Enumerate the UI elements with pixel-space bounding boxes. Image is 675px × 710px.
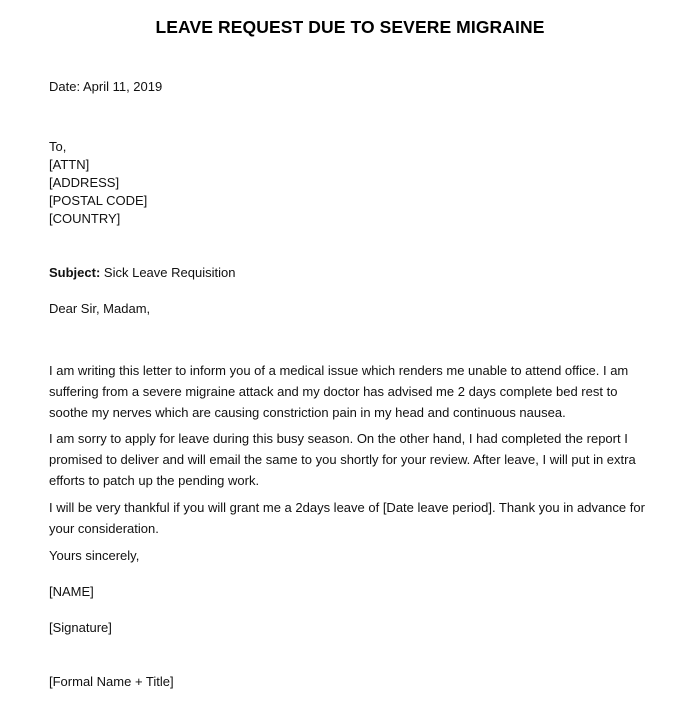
- body-paragraph-1: I am writing this letter to inform you of a medical issue which renders me unable to attend office. I am suffering from a severe migraine attack and my doctor has advised me 2 days complete bed rest to soothe my nerves which are causing constriction pain in my head and continuous nausea.: [49, 363, 629, 420]
- salutation: Dear Sir, Madam,: [49, 301, 151, 316]
- document-title: LEAVE REQUEST DUE TO SEVERE MIGRAINE: [155, 17, 545, 37]
- recipient-country: [COUNTRY]: [49, 211, 121, 226]
- date-line: Date: April 11, 2019: [49, 79, 163, 94]
- recipient-to: To,: [49, 139, 67, 154]
- closing: Yours sincerely,: [49, 548, 140, 563]
- sender-name: [NAME]: [49, 584, 94, 599]
- subject-label: Subject:: [49, 265, 101, 280]
- body-paragraph-2: I am sorry to apply for leave during this busy season. On the other hand, I had completed the report I promised to deliver and will email the same to you shortly for your review. After leave, I will put in extra efforts to patch up the pending work.: [49, 431, 636, 488]
- recipient-address: [ADDRESS]: [49, 175, 120, 190]
- formal-name-title: [Formal Name + Title]: [49, 674, 174, 689]
- body-paragraph-3: I will be very thankful if you will grant me a 2days leave of [Date leave period]. Thank you in advance for your consideration.: [49, 500, 645, 536]
- recipient-postal-code: [POSTAL CODE]: [49, 193, 148, 208]
- signature: [Signature]: [49, 620, 112, 635]
- subject-line: [49, 264, 235, 282]
- recipient-attn: [ATTN]: [49, 157, 90, 172]
- subject-text: Sick Leave Requisition: [103, 265, 236, 280]
